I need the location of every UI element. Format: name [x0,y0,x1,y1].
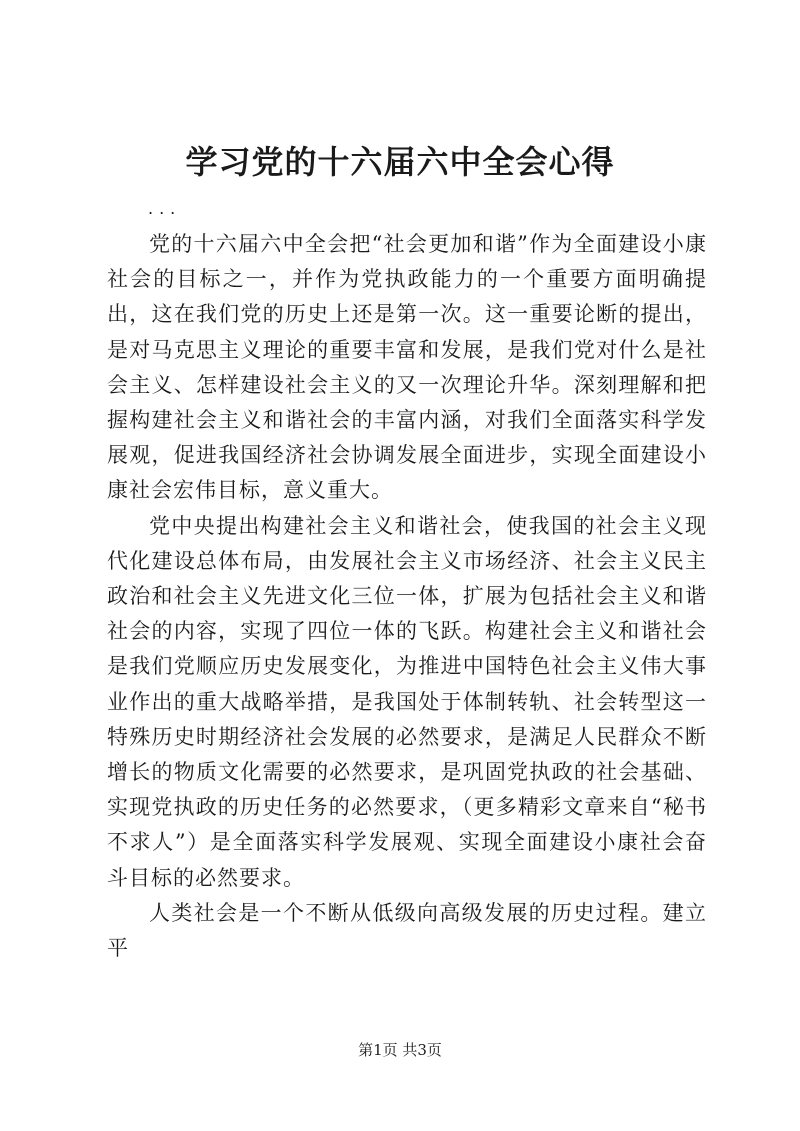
document-title: 学习党的十六届六中全会心得 [185,143,615,181]
paragraph-2: 党中央提出构建社会主义和谐社会，使我国的社会主义现代化建设总体布局，由发展社会主义市场经济、社会主义民主政治和社会主义先进文化三位一体，扩展为包括社会主义和谐社会的内容，实现了四位一体的飞跃。构建社会主义和谐社会是我们党顺应历史发展变化，为推进中国特色社会主义伟大事业作出的重大战略举措，是我国处于体制转轨、社会转型这一特殊历史时期经济社会发展的必然要求，是满足人民群众不断增长的物质文化需要的必然要求，是巩固党执政的社会基础、实现党执政的历史任务的必然要求，（更多精彩文章来自“秘书不求人”）是全面落实科学发展观、实现全面建设小康社会奋斗目标的必然要求。 [107,513,707,890]
paragraph-1: 党的十六届六中全会把“社会更加和谐”作为全面建设小康社会的目标之一，并作为党执政能力的一个重要方面明确提出，这在我们党的历史上还是第一次。这一重要论断的提出，是对马克思主义理论的重要丰富和发展，是我们党对什么是社会主义、怎样建设社会主义的又一次理论升华。深刻理解和把握构建社会主义和谐社会的丰富内涵，对我们全面落实科学发展观，促进我国经济社会协调发展全面进步，实现全面建设小康社会宏伟目标，意义重大。 [107,232,707,503]
ellipsis-marker: ... [148,199,182,218]
document-body [107,227,707,966]
paragraph-3: 人类社会是一个不断从低级向高级发展的历史过程。建立平 [107,900,707,961]
page-footer: 第1页 共3页 [358,1041,442,1059]
